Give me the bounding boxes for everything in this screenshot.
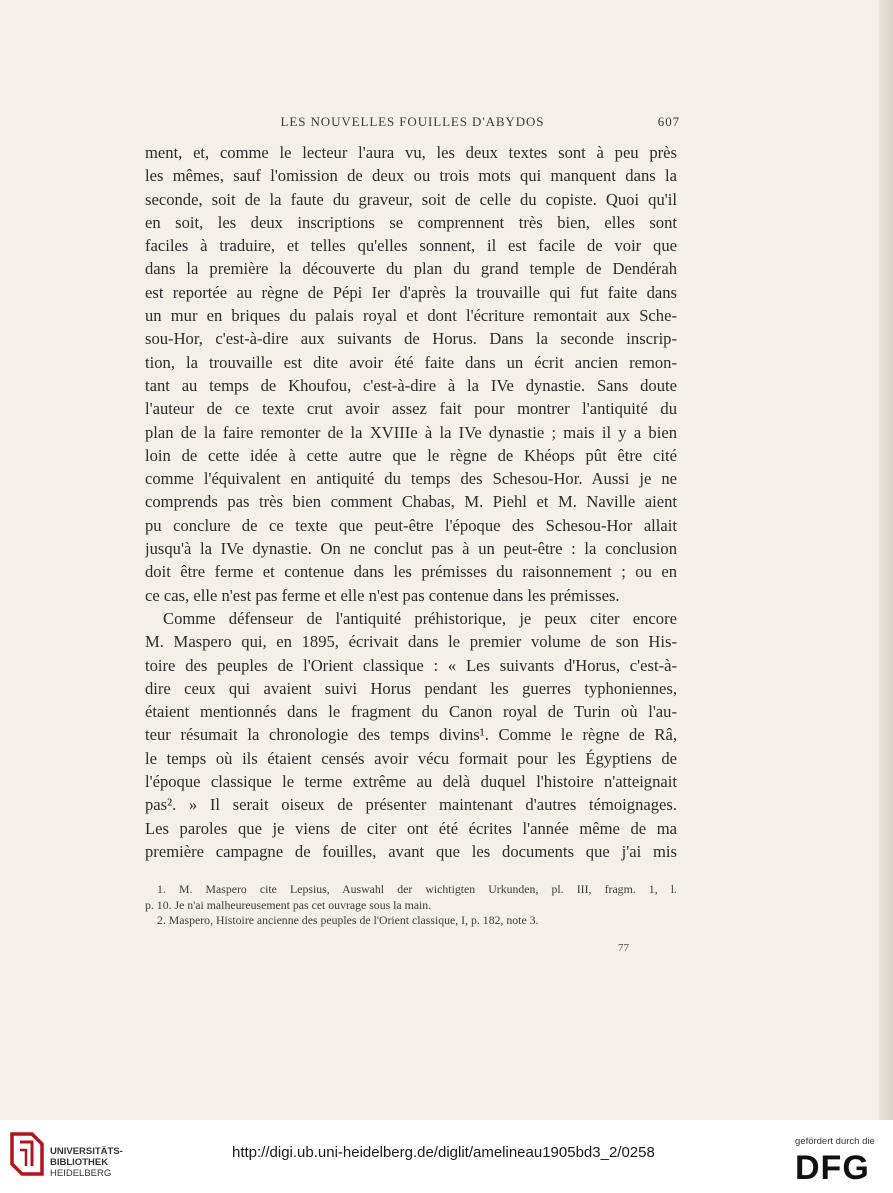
text-line: un mur en briques du palais royal et dont l'écriture remontait aux Sche-	[145, 306, 677, 326]
page-edge-shadow	[879, 0, 893, 1120]
text-line: les mêmes, sauf l'omission de deux ou trois mots qui manquent dans la	[145, 166, 677, 186]
text-line: Comme défenseur de l'antiquité préhistorique, je peux citer encore	[163, 608, 677, 628]
text-line: en soit, les deux inscriptions se comprennent très bien, elles sont	[145, 212, 677, 232]
library-name-line3: HEIDELBERG	[50, 1168, 112, 1179]
running-title: LES NOUVELLES FOUILLES D'ABYDOS	[280, 114, 545, 129]
text-line: dans la première la découverte du plan du grand temple de Dendérah	[145, 259, 677, 279]
heidelberg-library-logo-icon[interactable]	[10, 1128, 44, 1180]
library-name-line1: UNIVERSITÄTS-	[50, 1146, 123, 1157]
text-line: l'auteur de ce texte crut avoir assez fait pour montrer l'antiquité du	[145, 399, 677, 419]
text-line: étaient mentionnés dans le fragment du Canon royal de Turin où l'au-	[145, 702, 677, 722]
text-line: est reportée au règne de Pépi Ier d'après la trouvaille qui fut faite dans	[145, 282, 677, 302]
page-number: 607	[657, 114, 680, 129]
body-text	[145, 141, 677, 863]
text-line: pu conclure de ce texte que peut-être l'époque des Schesou-Hor allait	[145, 515, 677, 535]
text-line: Les paroles que je viens de citer ont été écrites l'année même de ma	[145, 818, 677, 838]
text-line: seconde, soit de la faute du graveur, soit de celle du copiste. Quoi qu'il	[145, 189, 677, 209]
library-name[interactable]	[50, 1146, 123, 1179]
text-line: tion, la trouvaille est dite avoir été faite dans un écrit ancien remon-	[145, 352, 677, 372]
text-line: M. Maspero qui, en 1895, écrivait dans le premier volume de son His-	[145, 632, 677, 652]
permalink-url[interactable]: http://digi.ub.uni-heidelberg.de/diglit/amelineau1905bd3_2/0258	[232, 1144, 655, 1161]
footnotes	[145, 882, 677, 929]
text-line: ment, et, comme le lecteur l'aura vu, les deux textes sont à peu près	[145, 143, 677, 162]
text-line: plan de la faire remonter de la XVIIIe à la IVe dynastie ; mais il y a bien	[145, 422, 677, 442]
text-line: ce cas, elle n'est pas ferme et elle n'est pas contenue dans les prémisses.	[145, 585, 620, 605]
footnote-line: 2. Maspero, Histoire ancienne des peuples de l'Orient classique, I, p. 182, note 3.	[157, 913, 539, 928]
text-line: l'époque classique le terme extrême au delà duquel l'histoire n'atteignait	[145, 772, 677, 792]
text-line: sou-Hor, c'est-à-dire aux suivants de Horus. Dans la seconde inscrip-	[145, 329, 677, 349]
footnote-line: p. 10. Je n'ai malheureusement pas cet ouvrage sous la main.	[145, 897, 432, 912]
footnote-line: 1. M. Maspero cite Lepsius, Auswahl der wichtigten Urkunden, pl. III, fragm. 1, l.	[157, 882, 677, 896]
dfg-logo[interactable]: DFG	[795, 1149, 870, 1187]
library-name-line2: BIBLIOTHEK	[50, 1157, 109, 1168]
signature-mark: 77	[618, 942, 629, 954]
text-line: tant au temps de Khoufou, c'est-à-dire à la IVe dynastie. Sans doute	[145, 375, 677, 395]
text-line: teur résumait la chronologie des temps divins¹. Comme le règne de Râ,	[145, 725, 677, 745]
text-line: comme l'équivalent en antiquité du temps des Schesou-Hor. Aussi je ne	[145, 469, 677, 489]
running-head	[145, 114, 680, 134]
text-line: loin de cette idée à cette autre que le règne de Khéops pût être cité	[145, 445, 677, 465]
text-line: jusqu'à la IVe dynastie. On ne conclut pas à un peut-être : la conclusion	[145, 539, 677, 559]
text-line: faciles à traduire, et telles qu'elles sonnent, il est facile de voir que	[145, 236, 677, 256]
text-line: doit être ferme et contenue dans les prémisses du raisonnement ; ou en	[145, 562, 677, 582]
text-line: toire des peuples de l'Orient classique : « Les suivants d'Horus, c'est-à-	[145, 655, 677, 675]
text-line: le temps où ils étaient censés avoir vécu formait pour les Égyptiens de	[145, 748, 677, 768]
text-line: dire ceux qui avaient suivi Horus pendant les guerres typhoniennes,	[145, 678, 677, 698]
funded-by-label: gefördert durch die	[795, 1136, 875, 1147]
text-line: comprends pas très bien comment Chabas, M. Piehl et M. Naville aient	[145, 492, 677, 512]
text-line: première campagne de fouilles, avant que les documents que j'ai mis	[145, 841, 677, 861]
text-line: pas². » Il serait oiseux de présenter maintenant d'autres témoignages.	[145, 795, 677, 815]
